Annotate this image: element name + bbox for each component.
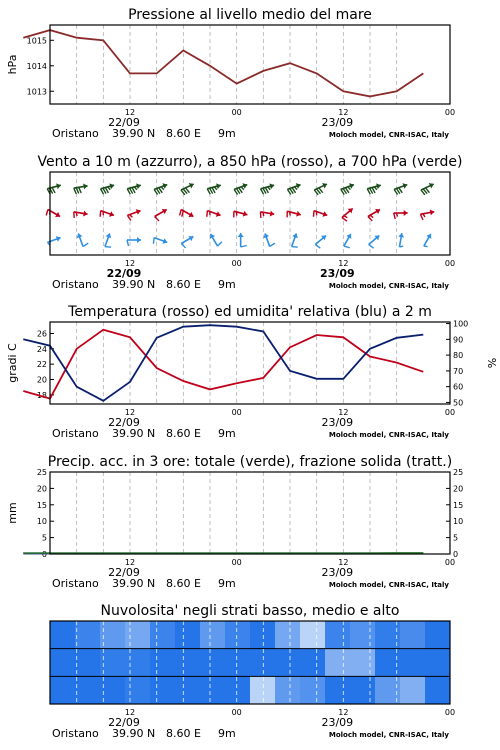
date-label: 22/09 <box>108 416 140 429</box>
station-lon: 8.60 E <box>166 577 201 590</box>
station-lat: 39.90 N <box>112 127 156 140</box>
cloud-cell <box>300 621 326 649</box>
cloud-cell <box>50 621 76 649</box>
wind-barb <box>260 211 274 218</box>
wind-barb-feather <box>294 187 297 190</box>
pressure-panel <box>6 7 455 140</box>
wind-barb <box>127 183 141 194</box>
date-label: 22/09 <box>108 716 140 729</box>
temperature-title: Temperatura (rosso) ed umidita' relativa (blu) a 2 m <box>68 304 432 320</box>
cloud-cell <box>275 649 301 677</box>
cloud-cell <box>150 649 176 677</box>
y2-tick-label: 50 <box>453 398 464 408</box>
wind-barb-feather <box>207 211 208 217</box>
humidity-ylabel: % <box>485 357 498 369</box>
pressure-ylabel: hPa <box>6 54 19 75</box>
cloud-cell <box>50 649 76 677</box>
time-tick-label: 12 <box>124 408 136 417</box>
wind-barb <box>47 236 60 245</box>
wind-barb-feather <box>241 187 244 190</box>
temperature-series-line <box>23 330 423 399</box>
station-lon: 8.60 E <box>166 427 201 440</box>
wind-barb-feather <box>313 211 314 217</box>
y-tick-label: 5 <box>41 533 47 543</box>
cloud-cell <box>275 676 301 704</box>
y2-tick-label: 10 <box>453 517 464 527</box>
wind-barb <box>74 184 88 194</box>
y2-tick-label: 60 <box>453 382 464 392</box>
pressure-series-line <box>23 30 423 96</box>
wind-barb-feather <box>105 247 111 248</box>
station-alt: 9m <box>218 427 236 440</box>
station-lon: 8.60 E <box>166 278 201 291</box>
station-alt: 9m <box>218 727 236 740</box>
cloud-cell <box>350 649 376 677</box>
y2-tick-label: 15 <box>453 500 464 510</box>
y-tick-label: 24 <box>36 344 47 354</box>
wind-barb <box>207 211 221 217</box>
cloud-cell <box>225 649 251 677</box>
wind-title: Vento a 10 m (azzurro), a 850 hPa (rosso), a 700 hPa (verde) <box>37 154 463 170</box>
y-tick-label: 22 <box>36 360 47 370</box>
wind-barb <box>105 233 111 247</box>
time-tick-label: 12 <box>338 259 349 268</box>
station-lat: 39.90 N <box>112 278 156 291</box>
date-label: 22/09 <box>106 267 142 280</box>
wind-barb-feather <box>74 188 77 194</box>
cloud-cell <box>75 676 101 704</box>
cloud-cell <box>225 621 251 649</box>
station-name: Oristano <box>52 278 99 291</box>
wind-barb <box>153 238 167 244</box>
wind-barb <box>341 183 354 194</box>
wind-barb <box>292 233 298 247</box>
cloud-cell <box>350 621 376 649</box>
humidity-series-line <box>23 325 423 401</box>
time-tick-label: 00 <box>444 408 456 417</box>
cloud-cell <box>250 621 276 649</box>
wind-barb-feather <box>153 238 154 244</box>
y-tick-label: 1015 <box>26 36 47 46</box>
wind-barb-feather <box>180 210 182 216</box>
time-tick-label: 00 <box>444 108 456 117</box>
date-label: 22/09 <box>108 566 140 579</box>
cloud-cell <box>175 649 201 677</box>
cloud-cell <box>150 621 176 649</box>
wind-barb <box>207 183 221 194</box>
y-tick-label: 1013 <box>26 87 47 97</box>
cloud-cell <box>425 621 451 649</box>
wind-barb-feather <box>348 187 351 190</box>
wind-barb-feather <box>46 210 48 216</box>
cloud-cell <box>200 676 226 704</box>
wind-barb-feather <box>100 211 101 217</box>
time-tick-label: 00 <box>231 708 242 717</box>
wind-barb-feather <box>268 187 270 190</box>
y2-tick-label: 100 <box>453 319 469 329</box>
wind-barb <box>313 211 327 217</box>
wind-barb-feather <box>217 242 221 246</box>
wind-barb-feather <box>83 243 88 246</box>
y2-tick-label: 70 <box>453 366 464 376</box>
time-tick-label: 00 <box>231 108 242 117</box>
precipitation-ylabel: mm <box>6 502 19 524</box>
wind-barb-head <box>238 233 244 237</box>
cloud-cell <box>350 676 376 704</box>
cloud-cell <box>325 621 351 649</box>
time-tick-label: 12 <box>338 108 349 117</box>
y-tick-label: 1014 <box>26 61 47 71</box>
cloud-cell <box>125 649 151 677</box>
cloud-cell <box>250 676 276 704</box>
pressure-title: Pressione al livello medio del mare <box>128 7 372 23</box>
wind-barb-head <box>430 210 434 216</box>
cloud-cell <box>400 649 426 677</box>
wind-panel <box>37 154 462 291</box>
cloud-cell <box>200 621 226 649</box>
wind-barb-feather <box>394 213 396 219</box>
wind-barb <box>287 183 300 194</box>
time-tick-label: 12 <box>124 259 136 268</box>
precipitation-title: Precip. acc. in 3 ore: totale (verde), frazione solida (tratt.) <box>47 454 453 470</box>
y-tick-label: 18 <box>36 390 47 400</box>
wind-barb-feather <box>315 244 320 248</box>
cloud-cell <box>175 676 201 704</box>
wind-barb <box>77 233 88 246</box>
wind-barb <box>127 237 141 246</box>
model-credit: Moloch model, CNR-ISAC, Italy <box>328 282 449 290</box>
wind-barb-feather <box>214 187 216 190</box>
time-tick-label: 12 <box>338 558 349 567</box>
wind-barb <box>234 183 247 194</box>
wind-barb <box>181 183 194 195</box>
wind-barb-feather <box>292 247 298 248</box>
y-tick-label: 15 <box>36 500 47 510</box>
cloud-cell <box>400 676 426 704</box>
y2-tick-label: 80 <box>453 351 464 361</box>
wind-barb-feather <box>374 187 376 190</box>
station-name: Oristano <box>52 727 99 740</box>
station-lon: 8.60 E <box>166 127 201 140</box>
y-tick-label: 20 <box>36 484 47 494</box>
cloud-cell <box>250 649 276 677</box>
wind-barb-feather <box>76 188 79 194</box>
time-tick-label: 00 <box>231 408 242 417</box>
wind-barb <box>180 210 194 218</box>
time-tick-label: 12 <box>338 708 349 717</box>
cloud-cell <box>300 676 326 704</box>
time-tick-label: 00 <box>444 259 456 268</box>
time-tick-label: 00 <box>444 558 456 567</box>
wind-barb-feather <box>241 246 247 248</box>
time-tick-label: 12 <box>338 408 349 417</box>
temperature-panel <box>6 304 498 440</box>
temperature-ylabel: gradi C <box>6 343 19 383</box>
wind-barb-feather <box>270 243 275 246</box>
cloud-cell <box>100 649 126 677</box>
cloud-cell <box>275 621 301 649</box>
wind-barb-feather <box>76 212 77 216</box>
wind-barb <box>74 211 88 218</box>
y-tick-label: 26 <box>36 329 47 339</box>
time-tick-label: 00 <box>231 558 242 567</box>
wind-barb <box>421 183 434 195</box>
y-tick-label: 0 <box>41 550 47 559</box>
cloud-panel <box>50 603 455 740</box>
wind-barb-head <box>404 210 408 216</box>
station-lon: 8.60 E <box>166 727 201 740</box>
wind-barb-feather <box>134 187 136 190</box>
y-tick-label: 25 <box>36 468 47 477</box>
time-tick-label: 00 <box>231 259 242 268</box>
wind-barb-head <box>83 211 87 217</box>
wind-barb-feather <box>290 212 291 216</box>
cloud-cell <box>325 649 351 677</box>
cloud-cell <box>125 621 151 649</box>
wind-barb <box>46 210 60 218</box>
y2-tick-label: 25 <box>453 468 464 477</box>
wind-barb-feather <box>399 246 403 247</box>
wind-barb <box>344 234 352 248</box>
wind-barb-feather <box>370 215 373 217</box>
date-label: 22/09 <box>108 116 140 129</box>
wind-barb-feather <box>344 246 350 248</box>
cloud-cell <box>225 676 251 704</box>
cloud-cell <box>150 676 176 704</box>
cloud-cell <box>75 649 101 677</box>
wind-barb-feather <box>161 187 164 190</box>
station-name: Oristano <box>52 427 99 440</box>
wind-barb <box>100 211 114 217</box>
cloud-cell <box>75 621 101 649</box>
cloud-cell <box>325 676 351 704</box>
wind-barb-head <box>83 184 87 190</box>
station-alt: 9m <box>218 278 236 291</box>
precipitation-panel <box>6 454 463 590</box>
date-label: 23/09 <box>321 566 354 579</box>
station-alt: 9m <box>218 577 236 590</box>
wind-barb <box>394 183 407 194</box>
wind-barb <box>287 211 301 217</box>
cloud-cell <box>125 676 151 704</box>
cloud-cell <box>400 621 426 649</box>
wind-barb-feather <box>108 187 110 190</box>
y2-tick-label: 5 <box>453 533 459 543</box>
y2-tick-label: 90 <box>453 335 464 345</box>
model-credit: Moloch model, CNR-ISAC, Italy <box>328 431 449 439</box>
station-lat: 39.90 N <box>112 577 156 590</box>
wind-barb <box>367 183 381 194</box>
wind-barb-head <box>270 211 274 217</box>
model-credit: Moloch model, CNR-ISAC, Italy <box>328 131 449 139</box>
cloud-title: Nuvolosita' negli strati basso, medio e alto <box>100 603 400 619</box>
wind-barb <box>261 183 275 194</box>
model-credit: Moloch model, CNR-ISAC, Italy <box>328 581 449 589</box>
y2-tick-label: 20 <box>453 484 464 494</box>
wind-barb <box>101 183 115 194</box>
wind-barb <box>394 210 408 219</box>
cloud-cell <box>425 676 451 704</box>
station-lat: 39.90 N <box>112 727 156 740</box>
y-tick-label: 20 <box>36 375 47 385</box>
wind-barb <box>314 183 327 195</box>
wind-barb <box>210 234 222 246</box>
wind-barb <box>234 211 248 217</box>
y2-tick-label: 0 <box>453 550 459 559</box>
wind-barb <box>154 183 167 194</box>
wind-barb <box>127 209 140 220</box>
wind-barb-feather <box>420 214 423 220</box>
y-tick-label: 10 <box>36 517 47 527</box>
station-name: Oristano <box>52 127 99 140</box>
cloud-cell <box>300 649 326 677</box>
wind-barb <box>263 233 274 246</box>
date-label: 23/09 <box>321 416 354 429</box>
cloud-cell <box>175 621 201 649</box>
cloud-cell <box>50 676 76 704</box>
date-label: 23/09 <box>321 716 354 729</box>
wind-barb-feather <box>79 187 82 193</box>
wind-barb <box>238 233 247 247</box>
time-tick-label: 12 <box>124 708 136 717</box>
wind-barb <box>424 234 432 247</box>
wind-barb <box>398 233 404 247</box>
wind-barb-feather <box>236 212 237 216</box>
wind-barb <box>47 183 61 194</box>
model-credit: Moloch model, CNR-ISAC, Italy <box>328 731 449 739</box>
station-name: Oristano <box>52 577 99 590</box>
time-tick-label: 12 <box>124 558 136 567</box>
date-label: 23/09 <box>321 116 354 129</box>
wind-barb-head <box>398 233 404 237</box>
precipitation-frame <box>50 472 450 554</box>
wind-barb-feather <box>127 240 129 246</box>
cloud-cell <box>100 621 126 649</box>
date-label: 23/09 <box>320 267 355 280</box>
time-tick-label: 00 <box>444 708 456 717</box>
wind-barb-feather <box>263 212 264 216</box>
cloud-cell <box>425 649 451 677</box>
wind-barb-feather <box>369 244 374 248</box>
wind-barb-feather <box>344 216 347 218</box>
cloud-cell <box>200 649 226 677</box>
station-alt: 9m <box>218 127 236 140</box>
wind-barb-head <box>137 237 141 243</box>
wind-barb-feather <box>342 217 347 221</box>
temperature-frame <box>50 322 450 404</box>
cloud-cell <box>100 676 126 704</box>
station-lat: 39.90 N <box>112 427 156 440</box>
wind-barb <box>420 210 434 220</box>
time-tick-label: 12 <box>124 108 136 117</box>
